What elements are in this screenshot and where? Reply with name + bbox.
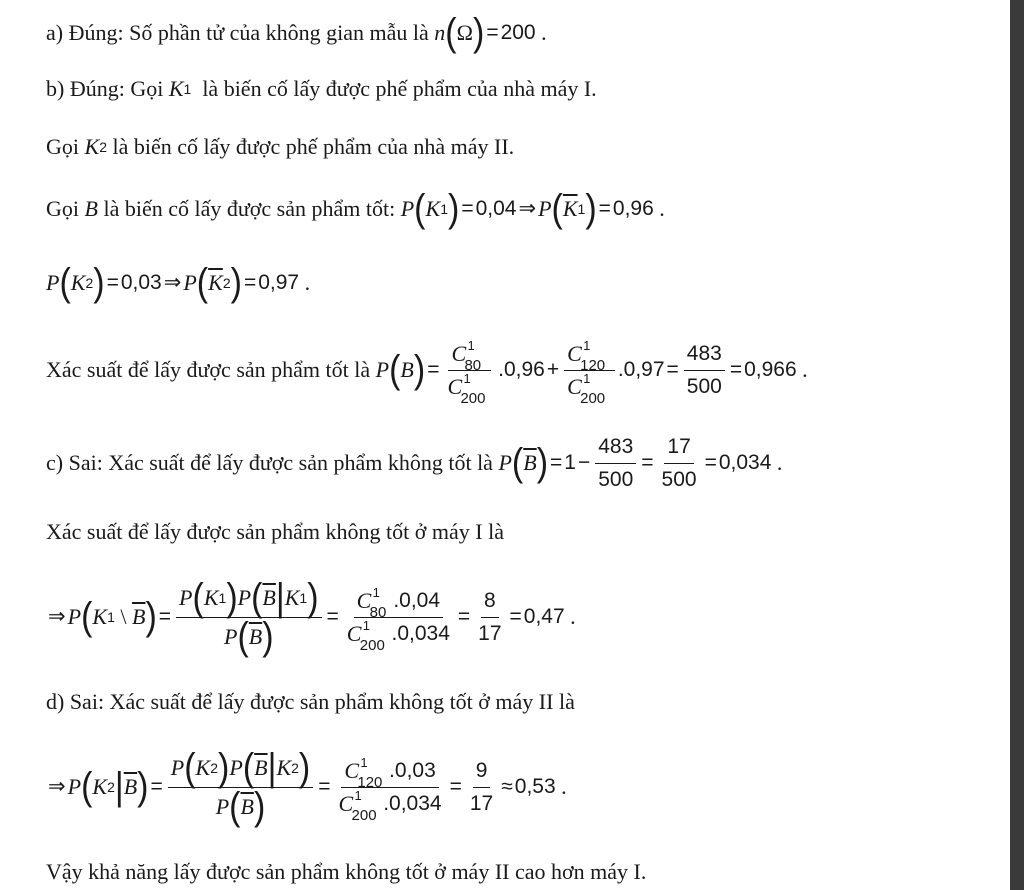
d2-result: 0,53	[514, 775, 556, 798]
fraction-483-500	[595, 433, 636, 494]
fraction-bayes-k1: P ( K 1 ) P ( $\overline{B}$ | K 1 ) P ( $\overline{B}$ )	[176, 581, 321, 654]
p-symbol: P	[183, 270, 197, 295]
conclusion	[46, 858, 646, 886]
c3-result: 0,47	[523, 605, 565, 628]
p-k2-value: 0,03	[120, 271, 162, 294]
k-symbol: K	[284, 584, 300, 610]
k2-symbol: K	[84, 134, 100, 159]
c-symbol: C	[344, 757, 360, 783]
b-bar-symbol: $\overline{B}$	[132, 604, 146, 629]
p-symbol: P	[67, 774, 82, 799]
sub-1: 1	[440, 201, 448, 217]
line-b-tail: là biến cố lấy được phế phẩm của nhà máy I.	[202, 76, 597, 101]
c-symbol: C	[567, 340, 582, 366]
p-symbol: P	[170, 754, 185, 780]
b-bar-symbol: $\overline{B}$	[123, 774, 138, 799]
fraction-numerator: 9	[473, 757, 491, 788]
sub-1: 1	[218, 589, 227, 606]
fraction-denominator: 17	[469, 791, 494, 815]
p-symbol: P	[229, 754, 243, 780]
b-bar-symbol: $\overline{B}$	[254, 754, 268, 780]
n-symbol: n	[434, 20, 446, 45]
sample-space-size: 200	[500, 21, 536, 44]
fraction-483-500	[684, 340, 725, 401]
sub-200: 200	[460, 389, 486, 407]
k-symbol: K	[425, 196, 441, 221]
p-symbol: P	[46, 270, 60, 295]
sup-1: 1	[463, 370, 471, 386]
k-symbol: K	[195, 754, 211, 780]
fraction-bayes-k2: P ( K 2 ) P ( $\overline{B}$ | K 2 ) P ( $\overline{B}$ )	[168, 751, 313, 824]
line-a: a) Đúng: Số phần tử của không gian mẫu là n ( Ω ) = 200 .	[46, 11, 547, 55]
line-c: c) Sai: Xác suất để lấy được sản phẩm không tốt là P ( $\overline{B}$ ) = 1 − $\frac{483}{500}$ = $\frac{17}{500}$ = 0,034 .	[46, 434, 782, 492]
sub-120: 120	[357, 773, 383, 791]
sub-200: 200	[351, 806, 377, 824]
fraction-17-500	[659, 433, 700, 494]
fraction-c120-c200-value: C 1 120 . 0,03 C 1 200 . 0,034	[336, 757, 445, 818]
sub-80: 80	[464, 356, 482, 374]
fraction-denominator: 500	[598, 467, 634, 491]
sub-2: 2	[210, 759, 219, 776]
k-symbol: K	[70, 270, 86, 295]
k-bar-symbol: $\overline{K}$	[208, 270, 223, 295]
fraction-numerator: 483	[684, 340, 725, 371]
line-b	[46, 75, 597, 103]
right-edge-bar	[1010, 0, 1024, 890]
line-pb: Xác suất để lấy được sản phẩm tốt là P ( B ) = C 1 80 C 1 200 . 0,96 + C 1 120 C 1 200 . 0,97 = $\frac{483}{500}$ = 0,966 .	[46, 338, 808, 402]
p-symbol: P	[375, 357, 390, 382]
line-c2-text: Xác suất để lấy được sản phẩm không tốt ở máy I là	[46, 519, 504, 544]
c-symbol: C	[451, 340, 467, 366]
line-pb-text: Xác suất để lấy được sản phẩm tốt là	[46, 357, 371, 382]
b-bar-symbol: $\overline{B}$	[523, 450, 537, 475]
conclusion-text: Vậy khả năng lấy được sản phẩm không tốt ở máy II cao hơn máy I.	[46, 859, 647, 884]
pb-result: 0,966	[744, 358, 797, 381]
sup-1: 1	[354, 787, 362, 803]
k-bar-symbol: $\overline{K}$	[562, 196, 578, 221]
line-d2: ⇒ P ( K 2 | $\overline{B}$ ) = P ( K 2 ) P ( $\overline{B}$ | K 2 ) P ( $\overline{B}$ ) = C 1 120 . 0,03 C 1 200 . 0,034 = $\frac{9}{17}$ ≈ 0,53 .	[48, 745, 567, 829]
fraction-9-17	[467, 757, 496, 818]
b-bar-symbol: $\overline{B}$	[262, 584, 276, 610]
sub-80: 80	[369, 603, 387, 621]
p-symbol: P	[400, 196, 415, 221]
c-symbol: C	[447, 373, 463, 399]
value-0034: 0,034	[389, 791, 442, 815]
k-symbol: K	[203, 584, 219, 610]
p-symbol: P	[179, 584, 193, 610]
c-result: 0,034	[718, 451, 772, 474]
sub-1: 1	[299, 589, 308, 606]
k-symbol: K	[92, 604, 108, 629]
sup-1: 1	[372, 584, 380, 600]
line-pk2: P ( K 2 ) = 0,03 ⇒ P ( $\overline{K}$ 2 ) = 0,97 .	[46, 261, 311, 305]
value-003: 0,03	[394, 758, 436, 782]
line-b-good-mid: là biến cố lấy được sản phẩm tốt:	[103, 196, 396, 221]
p-k1-value: 0,04	[475, 197, 517, 220]
p-symbol: P	[237, 584, 252, 610]
line-k2-head: Gọi	[46, 134, 79, 159]
line-c-text: c) Sai: Xác suất để lấy được sản phẩm không tốt là	[46, 450, 493, 475]
fraction-8-17	[475, 587, 504, 648]
value-004: 0,04	[399, 588, 441, 612]
p-symbol: P	[498, 450, 512, 475]
line-a-text: a) Đúng: Số phần tử của không gian mẫu là	[46, 20, 429, 45]
sub-120: 120	[580, 356, 606, 374]
fraction-c120-c200	[564, 337, 615, 407]
sup-1: 1	[362, 617, 371, 633]
line-c2	[46, 518, 504, 546]
c-symbol: C	[356, 587, 372, 613]
line-k2	[46, 133, 514, 161]
sub-200: 200	[580, 389, 606, 407]
fraction-c80-c200	[444, 337, 495, 407]
sub-2: 2	[85, 275, 94, 291]
sup-1: 1	[467, 337, 475, 353]
fraction-numerator: 17	[664, 433, 693, 464]
b-bar-symbol: $\overline{B}$	[248, 623, 263, 649]
line-d	[46, 688, 575, 716]
c-symbol: C	[567, 373, 582, 399]
weight-2: 0,97	[623, 358, 665, 381]
value-0034: 0,034	[397, 621, 450, 645]
sub-1: 1	[107, 609, 115, 625]
sup-1: 1	[583, 337, 591, 353]
p-symbol: P	[215, 793, 230, 819]
p-symbol: P	[538, 196, 552, 221]
line-k2-tail: là biến cố lấy được phế phẩm của nhà máy II.	[112, 134, 515, 159]
b-symbol: B	[84, 196, 98, 221]
k-symbol: K	[92, 774, 108, 799]
k1-symbol: K	[168, 76, 184, 101]
sup-1: 1	[583, 370, 591, 386]
sub-1: 1	[577, 201, 586, 217]
p-symbol: P	[224, 623, 238, 649]
p-symbol: P	[67, 604, 82, 629]
line-b-good: Gọi B là biến cố lấy được sản phẩm tốt: P ( K 1 ) = 0,04 ⇒ P ( $\overline{K}$ 1 ) = 0,96 .	[46, 187, 665, 231]
sub-2: 2	[222, 275, 231, 291]
sub-2: 2	[99, 139, 107, 155]
one-value: 1	[564, 451, 576, 474]
line-c3: ⇒ P ( K 1 \ $\overline{B}$ ) = P ( K 1 ) P ( $\overline{B}$ | K 1 ) P ( $\overline{B}$ ) = C 1 80 . 0,04 C 1 200 . 0,034 = $\frac{8}{17}$ = 0,47 .	[48, 575, 576, 659]
fraction-denominator: 500	[661, 467, 697, 491]
sub-200: 200	[359, 636, 385, 654]
b-symbol: B	[400, 357, 414, 382]
line-b-text: b) Đúng: Gọi	[46, 76, 164, 101]
line-b-good-head: Gọi	[46, 196, 79, 221]
fraction-denominator: 17	[478, 621, 502, 645]
c-symbol: C	[346, 620, 362, 646]
c-symbol: C	[338, 790, 354, 816]
k-symbol: K	[276, 754, 292, 780]
sup-1: 1	[360, 754, 368, 770]
p-k2bar-value: 0,97	[258, 271, 300, 294]
omega-symbol: Ω	[456, 20, 473, 45]
b-bar-symbol: $\overline{B}$	[240, 793, 254, 819]
fraction-numerator: 483	[595, 433, 636, 464]
fraction-c80-c200-value: C 1 80 . 0,04 C 1 200 . 0,034	[344, 587, 453, 648]
sub-2: 2	[291, 759, 299, 776]
weight-1: 0,96	[503, 358, 545, 381]
sub-2: 2	[107, 779, 115, 795]
line-d-text: d) Sai: Xác suất để lấy được sản phẩm không tốt ở máy II là	[46, 689, 575, 714]
p-k1bar-value: 0,96	[612, 197, 654, 220]
sub-1: 1	[183, 81, 192, 97]
fraction-denominator: 500	[686, 374, 722, 398]
fraction-numerator: 8	[481, 587, 499, 618]
